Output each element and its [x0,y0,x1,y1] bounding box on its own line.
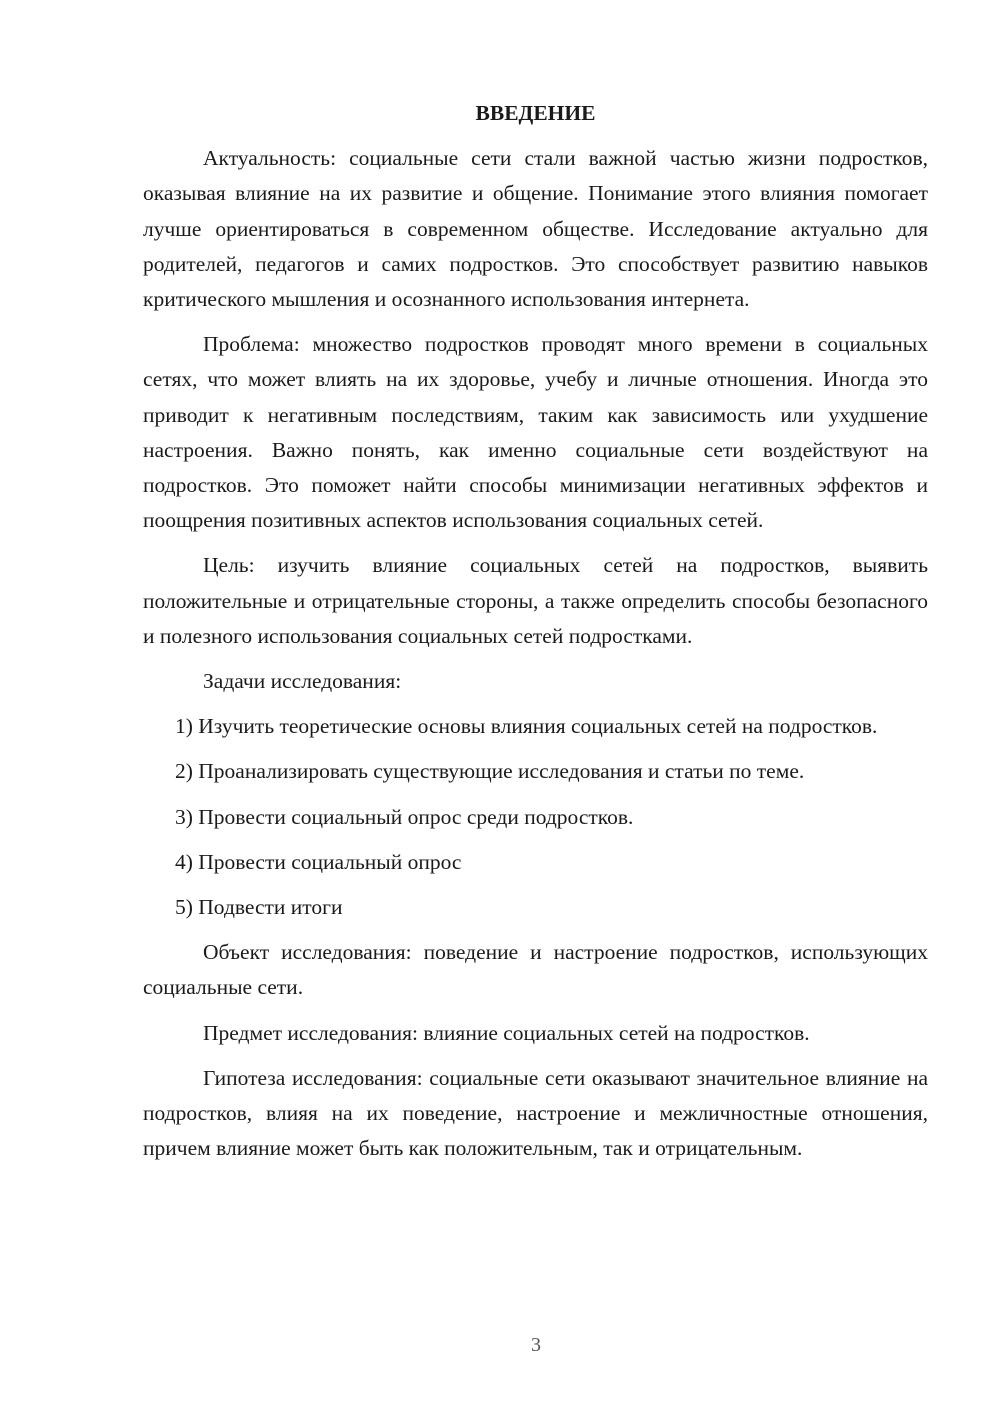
tasks-heading: Задачи исследования: [203,669,402,694]
document-page [143,96,928,1176]
task-item-2: 2) Проанализировать существующие исследования и статьи по теме. [175,759,805,784]
relevance-paragraph: Актуальность: социальные сети стали важной частью жизни подростков, оказывая влияние на их развитие и общение. Понимание этого влияния помогает лучше ориентироваться в современном обществе. Исследование актуально для родителей, педагогов и самих подростков. Это способствует развитию навыков критического мышления и осознанного использования интернета. [143,146,928,312]
page-title: ВВЕДЕНИЕ [475,101,596,125]
task-item-1: 1) Изучить теоретические основы влияния социальных сетей на подростков. [175,714,878,739]
subject-paragraph: Предмет исследования: влияние социальных сетей на подростков. [203,1020,810,1045]
goal-paragraph: Цель: изучить влияние социальных сетей на подростков, выявить положительные и отрицательные стороны, а также определить способы безопасного и полезного использования социальных сетей подростками. [143,553,928,648]
task-item-3: 3) Провести социальный опрос среди подростков. [175,804,634,829]
problem-paragraph: Проблема: множество подростков проводят много времени в социальных сетях, что может влиять на их здоровье, учебу и личные отношения. Иногда это приводит к негативным последствиям, таким как зависимость или ухудшение настроения. Важно понять, как именно социальные сети воздействуют на подростков. Это поможет найти способы минимизации негативных эффектов и поощрения позитивных аспектов использования социальных сетей. [143,332,928,533]
hypothesis-paragraph: Гипотеза исследования: социальные сети оказывают значительное влияние на подростков, влияя на их поведение, настроение и межличностные отношения, причем влияние может быть как положительным, так и отрицательным. [143,1065,928,1161]
object-paragraph: Объект исследования: поведение и настроение подростков, использующих социальные сети. [143,940,928,1000]
task-item-5: 5) Подвести итоги [175,895,343,920]
page-number: 3 [531,1334,541,1356]
task-item-4: 4) Провести социальный опрос [175,849,462,874]
